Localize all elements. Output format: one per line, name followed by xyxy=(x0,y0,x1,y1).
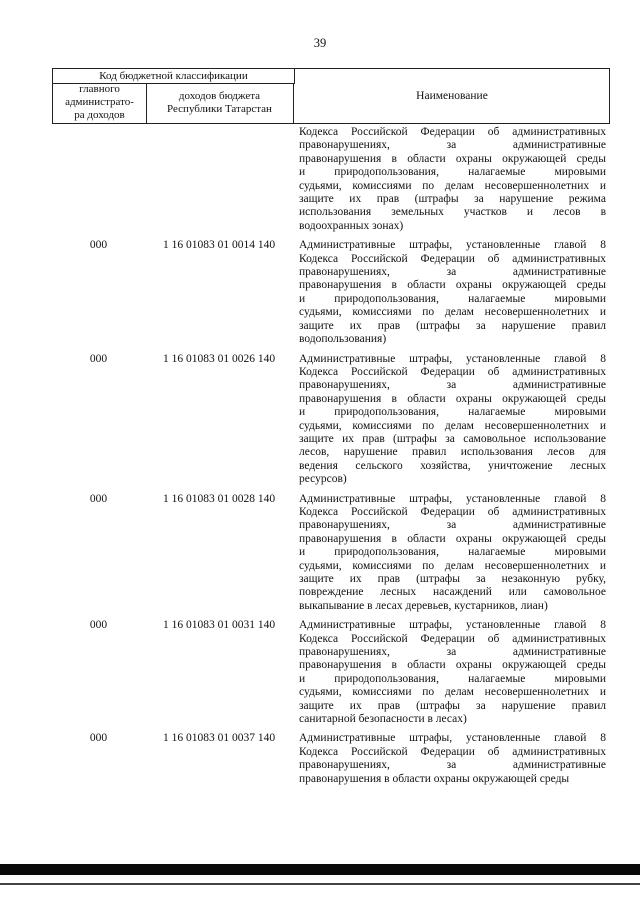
header-col1-line: администрато- xyxy=(65,96,134,108)
name-cell xyxy=(299,353,606,487)
admin-code-cell xyxy=(52,126,145,233)
name-line: выкапывание в лесах деревьев, кустарников, лиан) xyxy=(299,599,548,612)
name-line: правонарушения в области охраны окружающей среды xyxy=(299,659,606,672)
name-line: Административные штрафы, установленные главой 8 xyxy=(299,732,606,745)
name-line: правонарушениях, за административные xyxy=(299,379,606,392)
header-col1-line: ра доходов xyxy=(74,109,125,121)
table-header xyxy=(52,68,610,124)
name-line: повреждение лесных насаждений или самовольное xyxy=(299,586,606,599)
revenue-code-cell: 1 16 01083 01 0014 140 xyxy=(162,239,276,252)
name-line: ведения сельского хозяйства, уничтожение лесных xyxy=(299,459,606,472)
name-line: защите их прав (штрафы за нарушение правил xyxy=(299,319,606,332)
name-cell xyxy=(299,126,606,233)
scan-border-bar xyxy=(0,864,640,875)
name-line: Кодекса Российской Федерации об административных xyxy=(299,745,606,758)
name-line: водоохранных зонах) xyxy=(299,219,404,232)
name-line: судьями, комиссиями по делам несовершеннолетних и xyxy=(299,419,606,432)
page-number: 39 xyxy=(313,36,327,50)
name-line: Административные штрафы, установленные главой 8 xyxy=(299,492,606,505)
name-line: правонарушения в области охраны окружающей среды xyxy=(299,152,606,165)
name-line: правонарушениях, за административные xyxy=(299,139,606,152)
name-line: правонарушениях, за административные xyxy=(299,759,606,772)
name-cell xyxy=(299,732,606,786)
name-line: санитарной безопасности в лесах) xyxy=(299,713,467,726)
table-row xyxy=(52,619,610,726)
scan-edge-line xyxy=(0,883,640,885)
name-line: использования земельных участков и лесов в xyxy=(299,206,606,219)
table-row xyxy=(52,732,610,786)
name-line: судьями, комиссиями по делам несовершеннолетних и xyxy=(299,686,606,699)
name-line: ресурсов) xyxy=(299,473,347,486)
name-line: правонарушениях, за административные xyxy=(299,519,606,532)
name-line: Административные штрафы, установленные главой 8 xyxy=(299,239,606,252)
header-col2-line: Республики Татарстан xyxy=(167,103,272,115)
name-line: Административные штрафы, установленные главой 8 xyxy=(299,619,606,632)
table-body xyxy=(52,126,610,786)
table-row xyxy=(52,239,610,346)
name-line: Кодекса Российской Федерации об административных xyxy=(299,505,606,518)
name-line: водопользования) xyxy=(299,333,387,346)
name-line: защите их прав (штрафы за нарушение режима xyxy=(299,193,606,206)
header-name: Наименование xyxy=(416,90,488,102)
admin-code-cell: 000 xyxy=(89,352,108,365)
header-main-administrator xyxy=(53,83,147,123)
header-col1-line: главного xyxy=(79,83,120,95)
name-line: правонарушениях, за административные xyxy=(299,266,606,279)
table-row xyxy=(52,126,610,233)
name-line: Кодекса Российской Федерации об административных xyxy=(299,365,606,378)
table-row xyxy=(52,353,610,487)
admin-code-cell: 000 xyxy=(89,732,108,745)
name-line: Кодекса Российской Федерации об административных xyxy=(299,632,606,645)
name-line: Кодекса Российской Федерации об административных xyxy=(299,252,606,265)
name-line: и природопользования, налагаемые мировыми xyxy=(299,672,606,685)
admin-code-cell: 000 xyxy=(89,619,108,632)
name-line: судьями, комиссиями по делам несовершеннолетних и xyxy=(299,179,606,192)
name-line: Административные штрафы, установленные главой 8 xyxy=(299,352,606,365)
admin-code-cell: 000 xyxy=(89,239,108,252)
name-line: правонарушения в области охраны окружающей среды xyxy=(299,772,570,785)
name-line: правонарушения в области охраны окружающей среды xyxy=(299,279,606,292)
name-cell xyxy=(299,239,606,346)
name-line: судьями, комиссиями по делам несовершеннолетних и xyxy=(299,559,606,572)
name-line: и природопользования, налагаемые мировыми xyxy=(299,292,606,305)
revenue-code-cell xyxy=(145,126,293,233)
name-line: правонарушения в области охраны окружающей среды xyxy=(299,532,606,545)
revenue-code-cell: 1 16 01083 01 0026 140 xyxy=(162,352,276,365)
name-line: защите их прав (штрафы за нарушение правил xyxy=(299,699,606,712)
name-line: защите их прав (штрафы за самовольное использование xyxy=(299,432,606,445)
admin-code-cell: 000 xyxy=(89,492,108,505)
table-row xyxy=(52,493,610,614)
header-col2-line: доходов бюджета xyxy=(178,90,261,102)
name-cell xyxy=(299,493,606,614)
name-line: и природопользования, налагаемые мировыми xyxy=(299,546,606,559)
header-budget-classification-code: Код бюджетной классификации xyxy=(53,69,295,84)
revenue-code-cell: 1 16 01083 01 0028 140 xyxy=(162,492,276,505)
name-line: правонарушениях, за административные xyxy=(299,646,606,659)
name-line: и природопользования, налагаемые мировыми xyxy=(299,166,606,179)
name-line: правонарушения в области охраны окружающей среды xyxy=(299,392,606,405)
revenue-code-cell: 1 16 01083 01 0031 140 xyxy=(162,619,276,632)
name-line: судьями, комиссиями по делам несовершеннолетних и xyxy=(299,306,606,319)
name-line: и природопользования, налагаемые мировыми xyxy=(299,406,606,419)
revenue-code-cell: 1 16 01083 01 0037 140 xyxy=(162,732,276,745)
name-line: Кодекса Российской Федерации об административных xyxy=(299,126,606,138)
name-line: защите их прав (штрафы за незаконную рубку, xyxy=(299,573,606,585)
header-budget-revenues xyxy=(146,83,294,123)
name-line: лесов, нарушение правил использования лесов для xyxy=(299,446,606,459)
name-cell xyxy=(299,619,606,726)
